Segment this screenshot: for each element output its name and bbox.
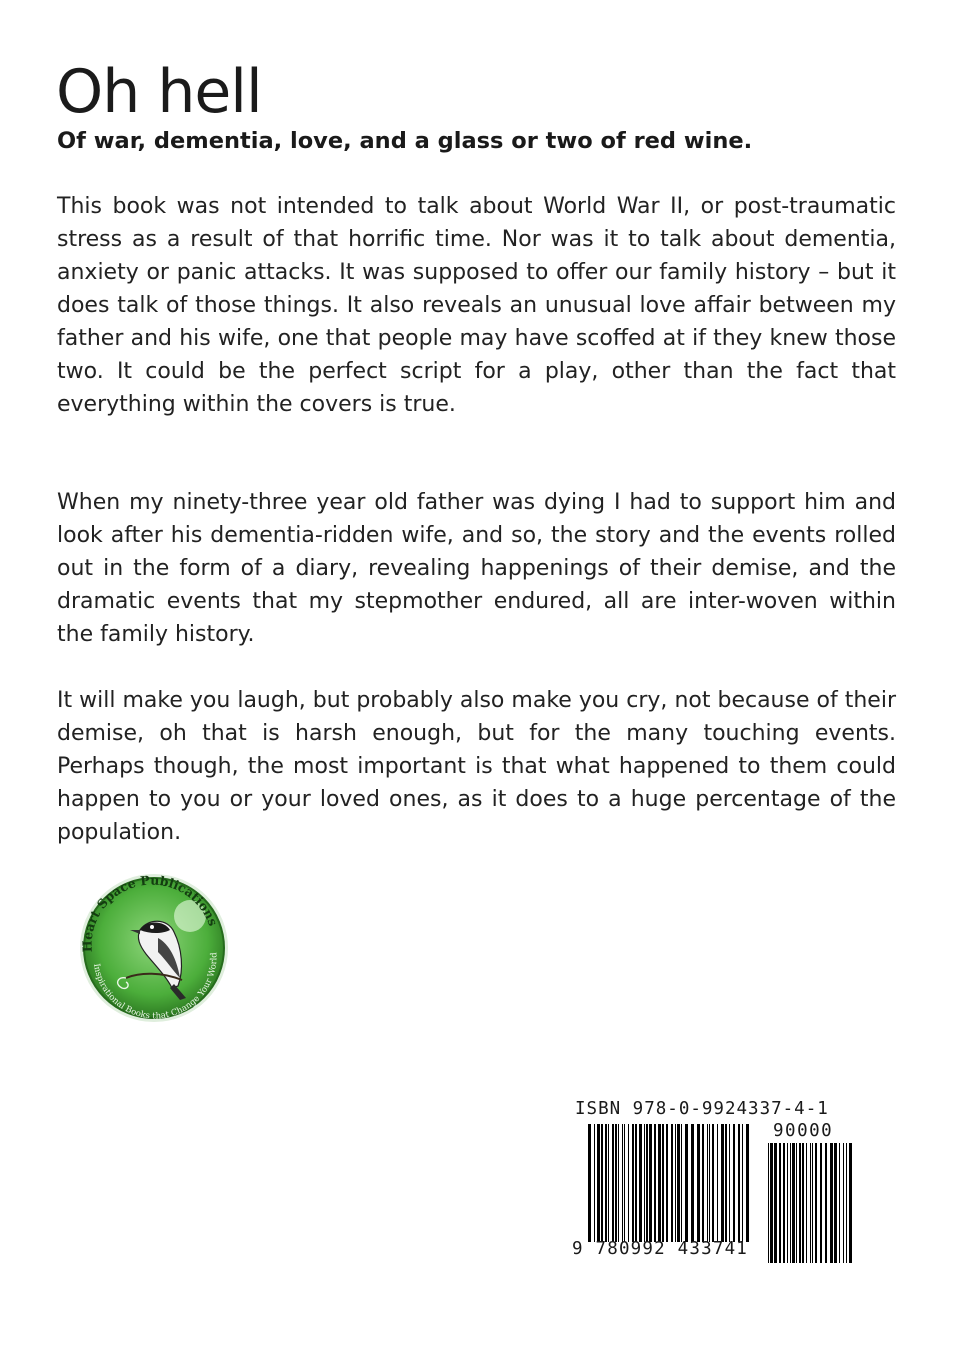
barcode-digits: 9 780992 433741 bbox=[572, 1239, 749, 1259]
barcode-main-bars bbox=[588, 1124, 749, 1242]
logo-bottom-text: Inspirational Books that Change Your World bbox=[91, 952, 220, 1022]
logo-top-text: Heart Space Publications bbox=[79, 872, 221, 953]
book-title: Oh hell bbox=[56, 57, 262, 127]
book-subtitle: Of war, dementia, love, and a glass or two of red wine. bbox=[57, 128, 753, 154]
isbn-label: ISBN 978-0-9924337-4-1 bbox=[575, 1099, 829, 1119]
barcode-addon-bars bbox=[768, 1143, 852, 1263]
blurb-paragraph-1: This book was not intended to talk about World War II, or post-traumatic stress as a result of that horrific time. Nor was it to talk about dementia, anxiety or panic attacks. It was supposed to offer our family history – but it does talk of those things. It also reveals an unusual love affair between my father and his wife, one that people may have scoffed at if they knew those two. It could be the perfect script for a play, other than the fact that everything within the covers is true. bbox=[57, 194, 896, 417]
blurb-paragraph-3: It will make you laugh, but probably also make you cry, not because of their demise, oh that is harsh enough, but for the many touching events. Perhaps though, the most important is that what happened to them could happen to you or your loved ones, as it does to a huge percentage of the population. bbox=[57, 688, 896, 845]
blurb-paragraph-2: When my ninety-three year old father was dying I had to support him and look after his dementia-ridden wife, and so, the story and the events rolled out in the form of a diary, revealing happenings of their demise, and the dramatic events that my stepmother endured, all are inter-woven within the family history. bbox=[57, 490, 896, 647]
barcode-addon-number: 90000 bbox=[773, 1121, 834, 1141]
